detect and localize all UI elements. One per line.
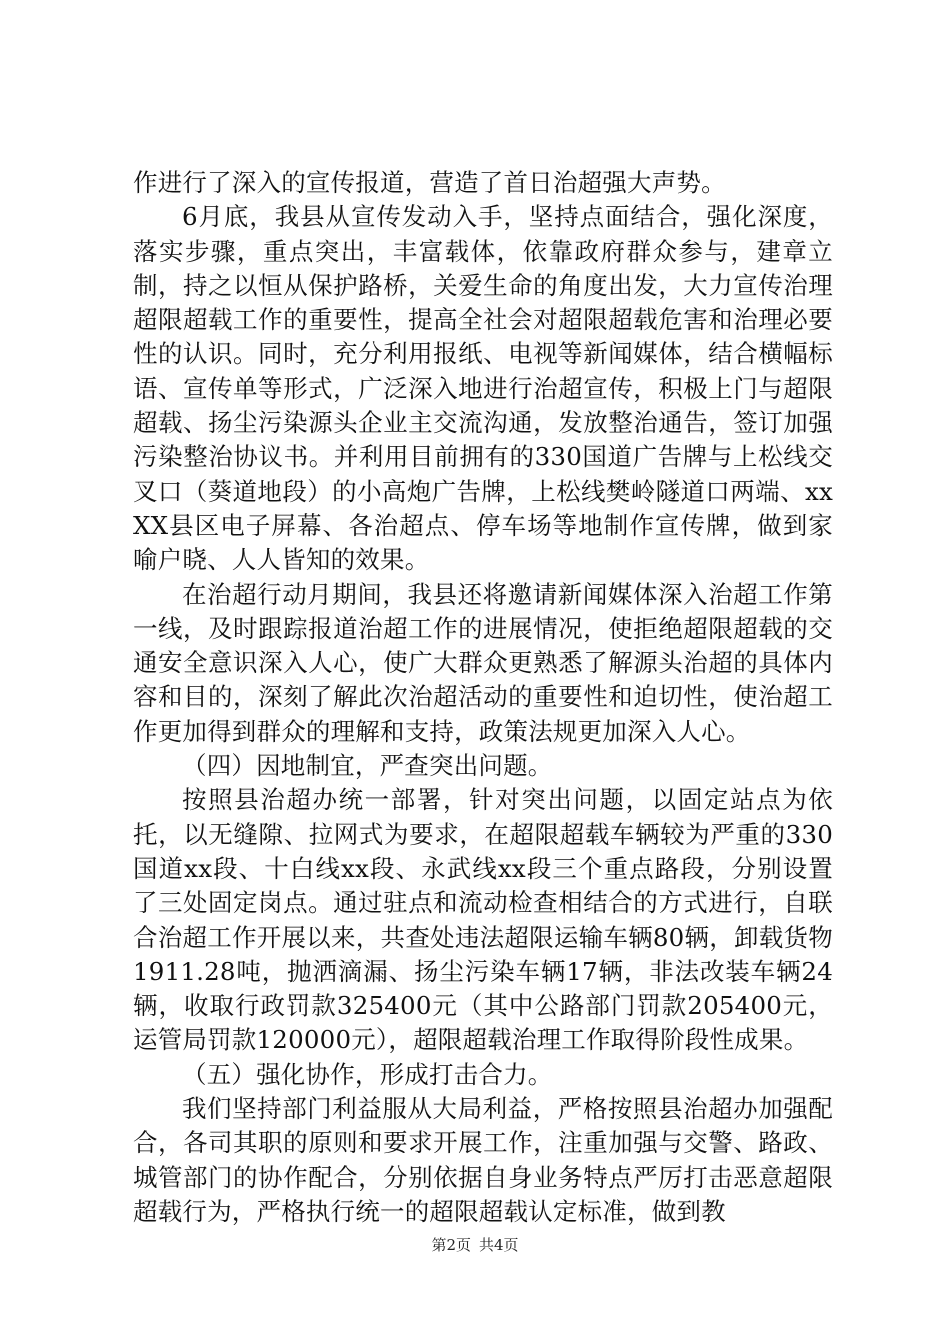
paragraph-5: 按照县治超办统一部署，针对突出问题，以固定站点为依托，以无缝隙、拉网式为要求，在超限超载车辆较为严重的330国道xx段、十白线xx段、永武线xx段三个重点路段，分别设置了三处固定岗点。通过驻点和流动检查相结合的方式进行，自联合治超工作开展以来，共查处违法超限运输车辆80辆，卸载货物1911.28吨，抛洒滴漏、扬尘污染车辆17辆，非法改装车辆24辆，收取行政罚款325400元（其中公路部门罚款205400元，运管局罚款120000元），超限超载治理工作取得阶段性成果。 xyxy=(133,785,833,1055)
section-heading-4: （四）因地制宜，严查突出问题。 xyxy=(182,751,553,781)
page-total: 共4页 xyxy=(479,1236,519,1254)
paragraph-7: 我们坚持部门利益服从大局利益，严格按照县治超办加强配合，各司其职的原则和要求开展工作，注重加强与交警、路政、城管部门的协作配合，分别依据自身业务特点严厉打击恶意超限超载行为，严格执行统一的超限超载认定标准，做到教 xyxy=(133,1094,833,1226)
paragraph-2: 6月底，我县从宣传发动入手，坚持点面结合，强化深度，落实步骤，重点突出，丰富载体，依靠政府群众参与，建章立制，持之以恒从保护路桥，关爱生命的角度出发，大力宣传治理超限超载工作的重要性，提高全社会对超限超载危害和治理必要性的认识。同时，充分利用报纸、电视等新闻媒体，结合横幅标语、宣传单等形式，广泛深入地进行治超宣传，积极上门与超限超载、扬尘污染源头企业主交流沟通，发放整治通告，签订加强污染整治协议书。并利用目前拥有的330国道广告牌与上松线交叉口（葵道地段）的小高炮广告牌，上松线樊岭隧道口两端、xxXX县区电子屏幕、各治超点、停车场等地制作宣传牌，做到家喻户晓、人人皆知的效果。 xyxy=(133,202,833,575)
page-number: 第2页 xyxy=(431,1236,471,1254)
paragraph-1: 作进行了深入的宣传报道，营造了首日治超强大声势。 xyxy=(133,168,726,197)
section-heading-5: （五）强化协作，形成打击合力。 xyxy=(182,1059,553,1089)
page-footer xyxy=(0,1235,950,1255)
document-body xyxy=(133,166,833,1229)
paragraph-3: 在治超行动月期间，我县还将邀请新闻媒体深入治超工作第一线，及时跟踪报道治超工作的进展情况，使拒绝超限超载的交通安全意识深入人心，使广大群众更熟悉了解源头治超的具体内容和目的，深刻了解此次治超活动的重要性和迫切性，使治超工作更加得到群众的理解和支持，政策法规更加深入人心。 xyxy=(133,579,833,746)
